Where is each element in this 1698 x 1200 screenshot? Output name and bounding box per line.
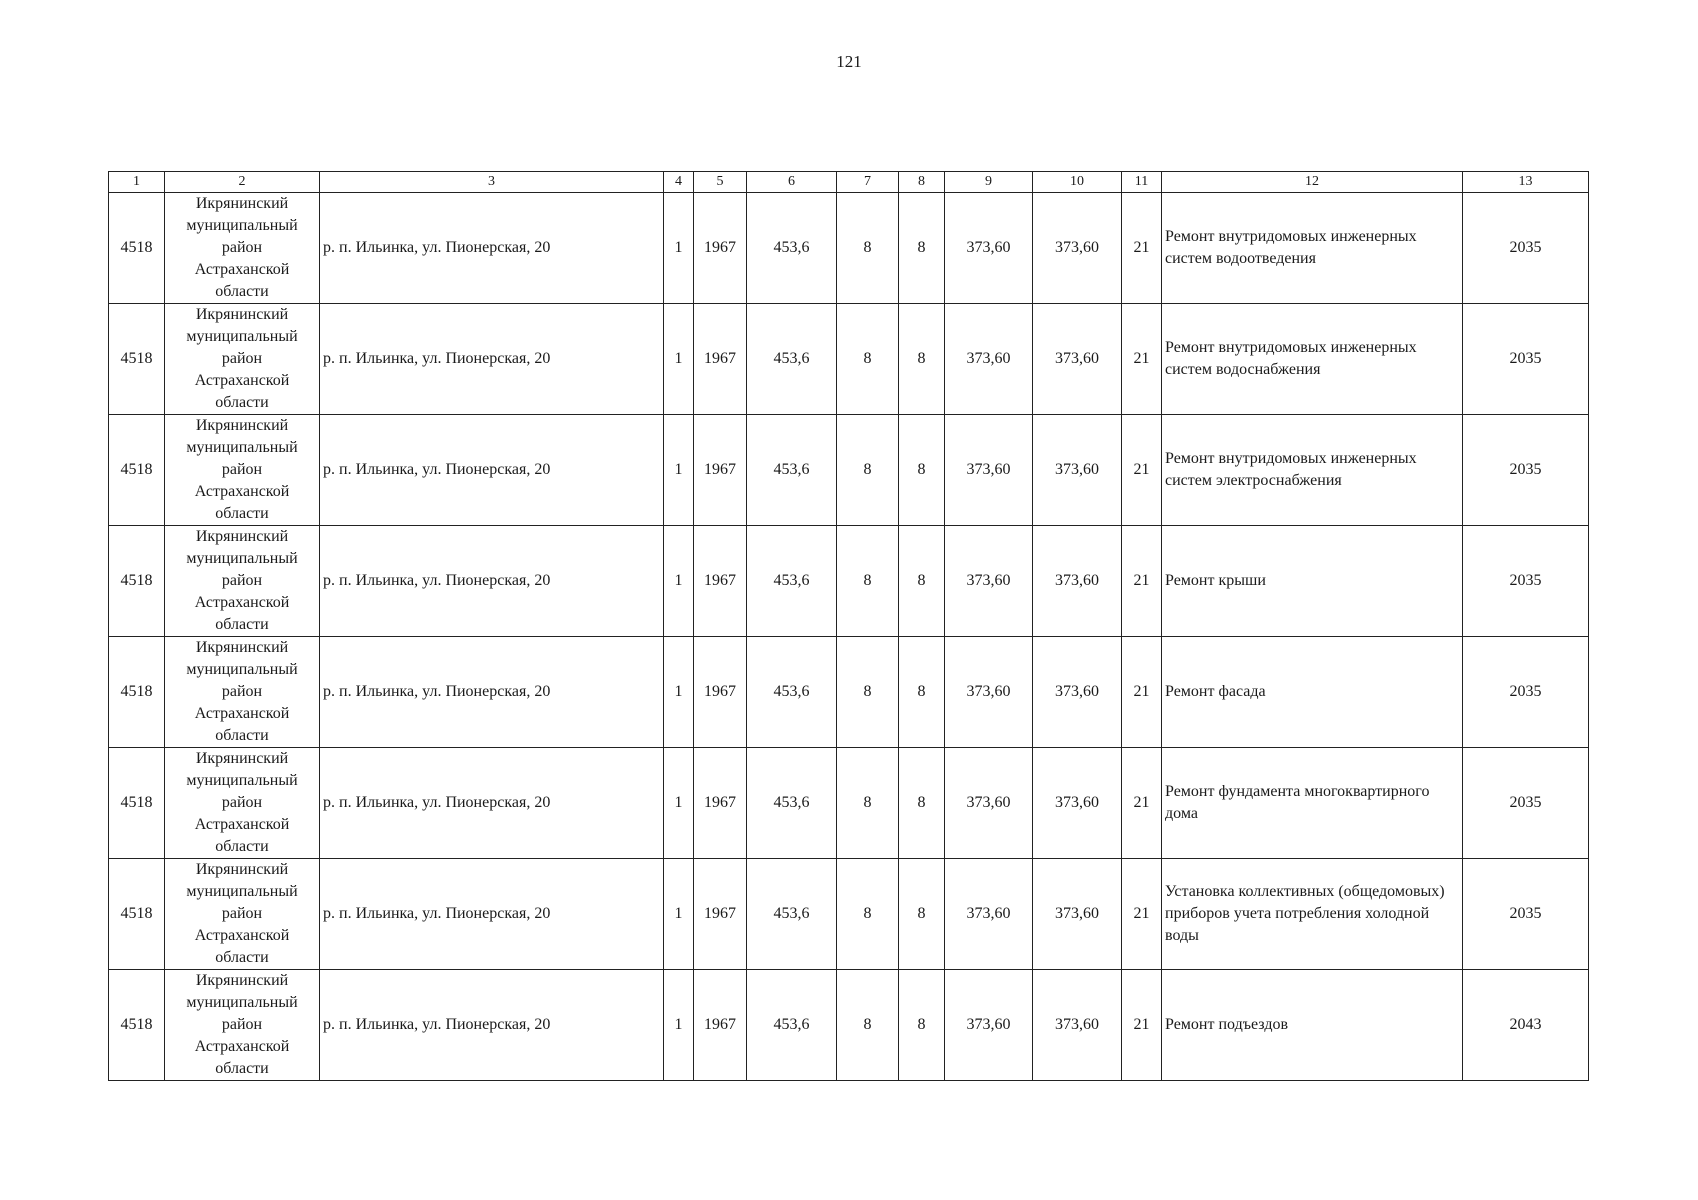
municipality-line: муниципальный — [186, 883, 298, 900]
row-id: 4518 — [109, 193, 165, 304]
build-year-cell: 1967 — [694, 859, 747, 970]
area-cell: 453,6 — [747, 748, 837, 859]
plan-year-cell: 2035 — [1463, 637, 1589, 748]
municipality-cell — [165, 637, 320, 748]
municipality-line: Астраханской — [194, 483, 290, 500]
build-year-cell: 1967 — [694, 970, 747, 1081]
work-type-cell: Ремонт внутридомовых инженерных систем водоснабжения — [1162, 304, 1463, 415]
col7-cell: 8 — [837, 415, 899, 526]
col9-cell: 373,60 — [945, 415, 1033, 526]
municipality-line: район — [221, 905, 263, 922]
plan-year-cell: 2035 — [1463, 415, 1589, 526]
area-cell: 453,6 — [747, 193, 837, 304]
municipality-line: Астраханской — [194, 927, 290, 944]
municipality-line: район — [221, 461, 263, 478]
plan-year-cell: 2035 — [1463, 526, 1589, 637]
col9-cell: 373,60 — [945, 193, 1033, 304]
municipality-cell — [165, 970, 320, 1081]
row-id: 4518 — [109, 304, 165, 415]
table-body — [109, 193, 1589, 1081]
header-row — [109, 172, 1589, 193]
col11-cell: 21 — [1122, 970, 1162, 1081]
col4-cell: 1 — [664, 970, 694, 1081]
column-header-1: 1 — [109, 172, 165, 193]
col4-cell: 1 — [664, 193, 694, 304]
col8-cell: 8 — [899, 415, 945, 526]
municipality-line: Икрянинский — [195, 417, 289, 434]
plan-year-cell: 2035 — [1463, 193, 1589, 304]
table-row — [109, 304, 1589, 415]
row-id: 4518 — [109, 637, 165, 748]
col10-cell: 373,60 — [1033, 526, 1122, 637]
municipality-line: Икрянинский — [195, 861, 289, 878]
column-header-11: 11 — [1122, 172, 1162, 193]
address-cell: р. п. Ильинка, ул. Пионерская, 20 — [320, 193, 664, 304]
address-cell: р. п. Ильинка, ул. Пионерская, 20 — [320, 637, 664, 748]
col4-cell: 1 — [664, 304, 694, 415]
col10-cell: 373,60 — [1033, 859, 1122, 970]
col9-cell: 373,60 — [945, 748, 1033, 859]
col8-cell: 8 — [899, 748, 945, 859]
build-year-cell: 1967 — [694, 526, 747, 637]
row-id: 4518 — [109, 859, 165, 970]
municipality-cell — [165, 859, 320, 970]
column-header-2: 2 — [165, 172, 320, 193]
municipality-line: области — [215, 838, 269, 855]
row-id: 4518 — [109, 526, 165, 637]
col7-cell: 8 — [837, 193, 899, 304]
col11-cell: 21 — [1122, 193, 1162, 304]
build-year-cell: 1967 — [694, 193, 747, 304]
build-year-cell: 1967 — [694, 748, 747, 859]
municipality-line: Икрянинский — [195, 750, 289, 767]
col7-cell: 8 — [837, 304, 899, 415]
col8-cell: 8 — [899, 193, 945, 304]
area-cell: 453,6 — [747, 859, 837, 970]
col10-cell: 373,60 — [1033, 304, 1122, 415]
municipality-line: Астраханской — [194, 705, 290, 722]
col8-cell: 8 — [899, 526, 945, 637]
municipality-line: Астраханской — [194, 594, 290, 611]
col11-cell: 21 — [1122, 526, 1162, 637]
municipality-line: район — [221, 683, 263, 700]
table-header — [109, 172, 1589, 193]
municipality-line: области — [215, 394, 269, 411]
municipality-cell — [165, 304, 320, 415]
municipality-line: муниципальный — [186, 217, 298, 234]
municipality-cell — [165, 193, 320, 304]
col7-cell: 8 — [837, 970, 899, 1081]
work-type-cell: Ремонт фундамента многоквартирного дома — [1162, 748, 1463, 859]
municipality-line: Астраханской — [194, 1038, 290, 1055]
municipality-line: области — [215, 505, 269, 522]
column-header-5: 5 — [694, 172, 747, 193]
municipality-line: муниципальный — [186, 994, 298, 1011]
col8-cell: 8 — [899, 637, 945, 748]
column-header-3: 3 — [320, 172, 664, 193]
municipality-cell — [165, 526, 320, 637]
area-cell: 453,6 — [747, 637, 837, 748]
table-row — [109, 970, 1589, 1081]
work-type-cell: Ремонт крыши — [1162, 526, 1463, 637]
col10-cell: 373,60 — [1033, 415, 1122, 526]
col4-cell: 1 — [664, 859, 694, 970]
municipality-line: район — [221, 239, 263, 256]
address-cell: р. п. Ильинка, ул. Пионерская, 20 — [320, 304, 664, 415]
col11-cell: 21 — [1122, 304, 1162, 415]
build-year-cell: 1967 — [694, 304, 747, 415]
col10-cell: 373,60 — [1033, 970, 1122, 1081]
col9-cell: 373,60 — [945, 970, 1033, 1081]
address-cell: р. п. Ильинка, ул. Пионерская, 20 — [320, 748, 664, 859]
row-id: 4518 — [109, 970, 165, 1081]
col11-cell: 21 — [1122, 637, 1162, 748]
column-header-8: 8 — [899, 172, 945, 193]
municipality-line: район — [221, 572, 263, 589]
municipality-line: Астраханской — [194, 372, 290, 389]
column-header-7: 7 — [837, 172, 899, 193]
municipality-line: области — [215, 727, 269, 744]
table-row — [109, 415, 1589, 526]
municipality-line: области — [215, 616, 269, 633]
row-id: 4518 — [109, 748, 165, 859]
column-header-9: 9 — [945, 172, 1033, 193]
build-year-cell: 1967 — [694, 415, 747, 526]
col11-cell: 21 — [1122, 415, 1162, 526]
municipality-line: области — [215, 949, 269, 966]
municipality-cell — [165, 415, 320, 526]
municipality-cell — [165, 748, 320, 859]
col4-cell: 1 — [664, 637, 694, 748]
municipality-line: Икрянинский — [195, 195, 289, 212]
col8-cell: 8 — [899, 859, 945, 970]
area-cell: 453,6 — [747, 415, 837, 526]
col10-cell: 373,60 — [1033, 193, 1122, 304]
col4-cell: 1 — [664, 415, 694, 526]
municipality-line: Астраханской — [194, 261, 290, 278]
table-row — [109, 193, 1589, 304]
municipality-line: муниципальный — [186, 550, 298, 567]
work-type-cell: Ремонт подъездов — [1162, 970, 1463, 1081]
table-row — [109, 748, 1589, 859]
col9-cell: 373,60 — [945, 526, 1033, 637]
municipality-line: области — [215, 283, 269, 300]
row-id: 4518 — [109, 415, 165, 526]
col9-cell: 373,60 — [945, 859, 1033, 970]
table-row — [109, 859, 1589, 970]
col11-cell: 21 — [1122, 859, 1162, 970]
municipality-line: муниципальный — [186, 328, 298, 345]
municipality-line: район — [221, 794, 263, 811]
municipality-line: район — [221, 350, 263, 367]
col7-cell: 8 — [837, 637, 899, 748]
column-header-13: 13 — [1463, 172, 1589, 193]
column-header-6: 6 — [747, 172, 837, 193]
col8-cell: 8 — [899, 970, 945, 1081]
municipality-line: Икрянинский — [195, 972, 289, 989]
col8-cell: 8 — [899, 304, 945, 415]
build-year-cell: 1967 — [694, 637, 747, 748]
col7-cell: 8 — [837, 526, 899, 637]
table-row — [109, 526, 1589, 637]
municipality-line: муниципальный — [186, 772, 298, 789]
table-row — [109, 637, 1589, 748]
col4-cell: 1 — [664, 748, 694, 859]
plan-year-cell: 2035 — [1463, 304, 1589, 415]
municipality-line: Астраханской — [194, 816, 290, 833]
address-cell: р. п. Ильинка, ул. Пионерская, 20 — [320, 859, 664, 970]
plan-year-cell: 2035 — [1463, 748, 1589, 859]
municipality-line: район — [221, 1016, 263, 1033]
area-cell: 453,6 — [747, 304, 837, 415]
work-type-cell: Ремонт фасада — [1162, 637, 1463, 748]
area-cell: 453,6 — [747, 970, 837, 1081]
col9-cell: 373,60 — [945, 304, 1033, 415]
col7-cell: 8 — [837, 859, 899, 970]
column-header-10: 10 — [1033, 172, 1122, 193]
address-cell: р. п. Ильинка, ул. Пионерская, 20 — [320, 526, 664, 637]
col7-cell: 8 — [837, 748, 899, 859]
work-type-cell: Ремонт внутридомовых инженерных систем водоотведения — [1162, 193, 1463, 304]
col4-cell: 1 — [664, 526, 694, 637]
municipality-line: муниципальный — [186, 661, 298, 678]
municipality-line: Икрянинский — [195, 306, 289, 323]
address-cell: р. п. Ильинка, ул. Пионерская, 20 — [320, 970, 664, 1081]
col10-cell: 373,60 — [1033, 637, 1122, 748]
plan-year-cell: 2043 — [1463, 970, 1589, 1081]
municipality-line: Икрянинский — [195, 528, 289, 545]
col11-cell: 21 — [1122, 748, 1162, 859]
col10-cell: 373,60 — [1033, 748, 1122, 859]
column-header-12: 12 — [1162, 172, 1463, 193]
work-type-cell: Ремонт внутридомовых инженерных систем электроснабжения — [1162, 415, 1463, 526]
plan-year-cell: 2035 — [1463, 859, 1589, 970]
area-cell: 453,6 — [747, 526, 837, 637]
capital-repair-table — [108, 171, 1589, 1081]
column-header-4: 4 — [664, 172, 694, 193]
work-type-cell: Установка коллективных (общедомовых) приборов учета потребления холодной воды — [1162, 859, 1463, 970]
municipality-line: области — [215, 1060, 269, 1077]
page-number: 121 — [836, 52, 862, 71]
municipality-line: Икрянинский — [195, 639, 289, 656]
municipality-line: муниципальный — [186, 439, 298, 456]
address-cell: р. п. Ильинка, ул. Пионерская, 20 — [320, 415, 664, 526]
col9-cell: 373,60 — [945, 637, 1033, 748]
